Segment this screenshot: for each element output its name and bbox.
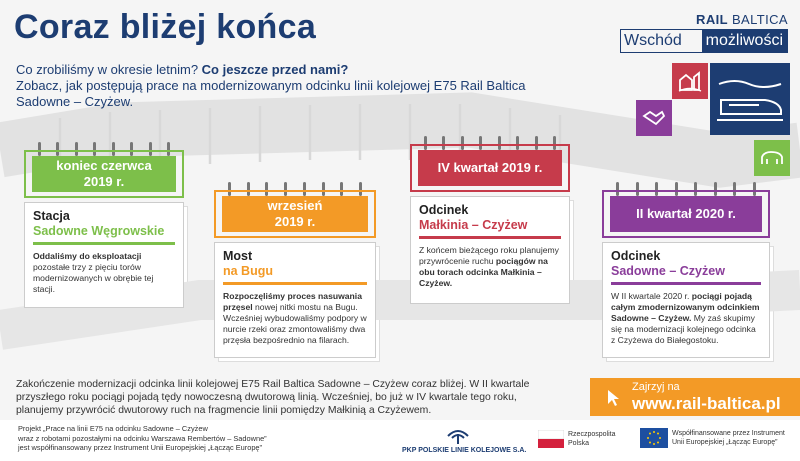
pkp-logo-icon <box>446 426 470 446</box>
calendar-3-subtitle: Małkinia – Czyżew <box>419 218 528 232</box>
calendar-4-subtitle: Sadowne – Czyżew <box>611 264 725 278</box>
poland-flag-icon <box>538 430 564 448</box>
calendar-1-subtitle: Sadowne Węgrowskie <box>33 224 165 238</box>
brand-tag-2: możliwości <box>702 30 787 52</box>
project-info: Projekt „Prace na linii E75 na odcinku Sadowne – Czyżew wraz z robotami pozostałymi na odcinku Warszawa Rembertów – Sadowne” jest współfinansowany przez Instrument Unii Europejskiej „Łącząc Europę” <box>18 424 267 452</box>
calendar-3-description: Z końcem bieżącego roku planujemy przywrócenie ruchu pociągów na obu torach odcinka Małkinia – Czyżew. <box>419 245 559 288</box>
brand-tag-1: Wschód <box>624 32 682 49</box>
website-link[interactable]: www.rail-baltica.pl <box>632 394 781 413</box>
intro-question-a: Co zrobiliśmy w okresie letnim? <box>16 62 202 77</box>
rail-baltica-logo <box>620 12 788 53</box>
intro-line-3: Sadowne – Czyżew. <box>16 94 134 109</box>
calendar-1-title: Stacja <box>33 209 70 223</box>
intro-line-2: Zobacz, jak postępują prace na modernizowanym odcinku linii kolejowej E75 Rail Baltica <box>16 78 526 93</box>
calendar-1-description: Oddaliśmy do eksploatacji pozostałe trzy z pięciu torów modernizowanych w obrębie tej stacji. <box>33 251 154 294</box>
visit-label: Zajrzyj na <box>632 381 680 393</box>
calendar-card-2 <box>214 190 376 358</box>
calendar-1-date-2: 2019 r. <box>83 174 125 189</box>
brand-name-light: BALTICA <box>727 12 788 27</box>
poland-label: Rzeczpospolita Polska <box>568 431 616 447</box>
calendar-2-description: Rozpoczęliśmy proces nasuwania przęsel nowej nitki mostu na Bugu. Wcześniej wybudowaliśmy podpory w nurcie rzeki oraz zmontowaliśmy dwa przęsła bezpośrednio na filarach. <box>223 291 367 345</box>
eu-cofinancing-label: Współfinansowane przez Instrument Unii Europejskiej „Łącząc Europę” <box>672 430 785 446</box>
calendar-2-subtitle: na Bugu <box>223 264 273 278</box>
cursor-click-icon <box>600 386 624 410</box>
calendar-4-header <box>610 196 762 232</box>
calendar-card-1 <box>24 150 184 308</box>
calendar-2-title: Most <box>223 249 253 263</box>
calendar-1-date-1: koniec czerwca <box>56 158 152 173</box>
page-title: Coraz bliżej końca <box>14 8 317 46</box>
intro-question-b: Co jeszcze przed nami? <box>201 62 349 77</box>
calendar-card-3 <box>410 144 570 304</box>
footer <box>0 420 800 461</box>
train-icon <box>710 63 790 135</box>
calendar-2-date-2: 2019 r. <box>274 214 316 229</box>
calendar-1-header <box>32 156 176 192</box>
pkp-name: PKP POLSKIE LINIE KOLEJOWE S.A. <box>402 447 527 454</box>
eu-flag-icon <box>640 428 668 448</box>
intro-text <box>16 62 606 110</box>
calendar-3-date: IV kwartał 2019 r. <box>437 160 543 175</box>
calendar-3-header <box>418 150 562 186</box>
calendar-card-4 <box>602 190 770 358</box>
calendar-2-header <box>222 196 368 232</box>
calendar-4-title: Odcinek <box>611 249 661 263</box>
bison-icon <box>754 140 790 176</box>
calendar-4-description: W II kwartale 2020 r. pociągi pojadą całym zmodernizowanym odcinkiem Sadowne – Czyżew. My zaś skupimy się na modernizacji kolejnego odcinka z Czyżewa do Białegostoku. <box>611 291 760 345</box>
calendar-3-title: Odcinek <box>419 203 469 217</box>
calendar-4-date: II kwartał 2020 r. <box>636 206 736 221</box>
town-icon <box>672 63 708 99</box>
handshake-icon <box>636 100 672 136</box>
summary-text: Zakończenie modernizacji odcinka linii kolejowej E75 Rail Baltica Sadowne – Czyżew coraz bliżej. W II kwartale przyszłego roku pociągi pojadą tędy nowoczesną dwutorową linią. Wcześniej, bo już w IV kwartale tego roku, planujemy przywrócić dwutorowy ruch na fragmencie linii pomiędzy Małkinią a Czyżewem. <box>16 379 530 416</box>
calendar-2-date-1: wrzesień <box>267 198 323 213</box>
brand-name-bold: RAIL <box>696 12 728 27</box>
visit-website-banner[interactable] <box>590 378 800 416</box>
